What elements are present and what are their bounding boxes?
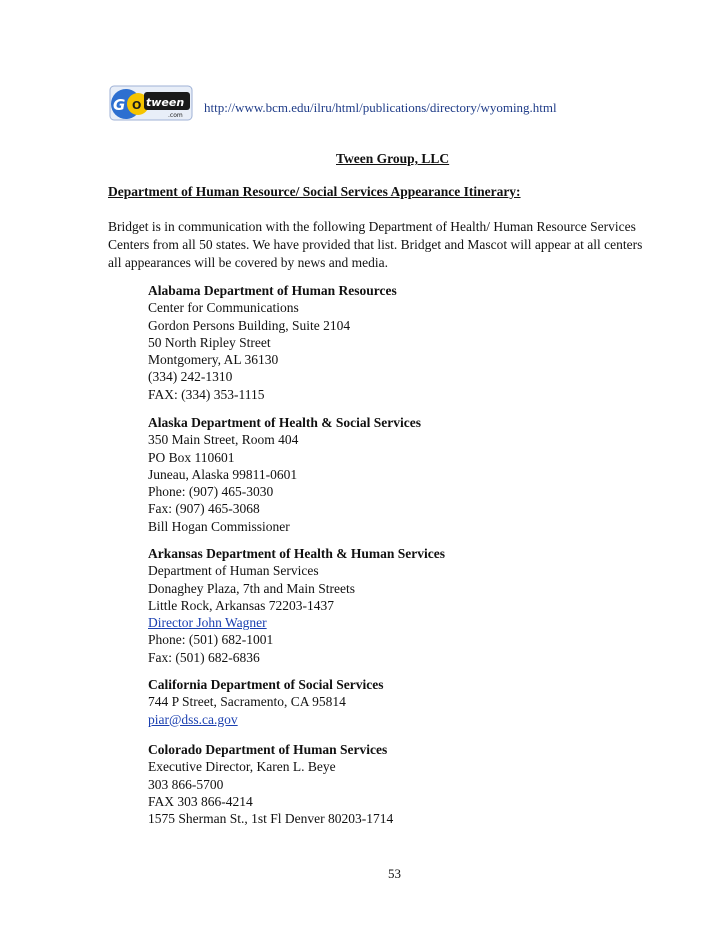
entry-line: 50 North Ripley Street — [148, 334, 271, 350]
page-number: 53 — [388, 866, 401, 881]
entry-line: Little Rock, Arkansas 72203-1437 — [148, 597, 334, 613]
intro-line: Centers from all 50 states. We have provided that list. Bridget and Mascot will appear at all centers — [108, 237, 643, 252]
entry-line: (334) 242-1310 — [148, 369, 233, 385]
entry-line: Department of Human Services — [148, 563, 319, 579]
entry-title: Colorado Department of Human Services — [148, 742, 388, 757]
svg-text:.com: .com — [168, 112, 183, 119]
entry-line: Bill Hogan Commissioner — [148, 518, 290, 534]
entry-line: 1575 Sherman St., 1st Fl Denver 80203-1714 — [148, 811, 394, 827]
svg-text:tween: tween — [146, 96, 185, 109]
entry-line: Juneau, Alaska 99811-0601 — [148, 466, 298, 482]
entry-line: 744 P Street, Sacramento, CA 95814 — [148, 694, 346, 710]
svg-text:G: G — [113, 96, 126, 114]
entry-line: 303 866-5700 — [148, 776, 224, 792]
svg-text:O: O — [132, 99, 142, 112]
entry-line: Center for Communications — [148, 300, 299, 316]
director-link[interactable]: Director John Wagner — [148, 615, 267, 631]
company-name: Tween Group, LLC — [336, 151, 450, 166]
entry-title: Alabama Department of Human Resources — [148, 283, 397, 298]
entry-line: Phone: (907) 465-3030 — [148, 484, 274, 500]
entry-line: 350 Main Street, Room 404 — [148, 432, 299, 448]
entry-title: Arkansas Department of Health & Human Services — [148, 546, 445, 561]
entry-line: PO Box 110601 — [148, 449, 235, 465]
intro-line: Bridget is in communication with the following Department of Health/ Human Resource Services — [108, 219, 636, 234]
entry-line: Montgomery, AL 36130 — [148, 352, 279, 368]
entry-title: Alaska Department of Health & Social Services — [148, 415, 421, 430]
email-link[interactable]: piar@dss.ca.gov — [148, 711, 238, 727]
entry-line: Gordon Persons Building, Suite 2104 — [148, 317, 351, 333]
directory-entry-california — [148, 676, 383, 728]
directory-entry-alaska — [148, 414, 421, 535]
directory-entry-alabama — [148, 282, 397, 403]
source-url[interactable]: http://www.bcm.edu/ilru/html/publications/directory/wyoming.html — [204, 100, 557, 115]
section-heading: Department of Human Resource/ Social Services Appearance Itinerary: — [108, 184, 521, 199]
entry-line: FAX: (334) 353-1115 — [148, 386, 265, 402]
directory-entry-colorado — [148, 741, 393, 827]
entry-line: Executive Director, Karen L. Beye — [148, 759, 336, 775]
entry-line: FAX 303 866-4214 — [148, 793, 253, 809]
entry-line: Donaghey Plaza, 7th and Main Streets — [148, 580, 355, 596]
entry-line: Phone: (501) 682-1001 — [148, 632, 274, 648]
entry-line: Fax: (501) 682-6836 — [148, 649, 260, 665]
entry-line: Fax: (907) 465-3068 — [148, 501, 260, 517]
directory-entry-arkansas — [148, 545, 445, 666]
intro-paragraph — [108, 218, 688, 272]
gotween-logo — [108, 80, 194, 124]
intro-line: all appearances will be covered by news and media. — [108, 255, 389, 270]
entry-title: California Department of Social Services — [148, 677, 384, 692]
